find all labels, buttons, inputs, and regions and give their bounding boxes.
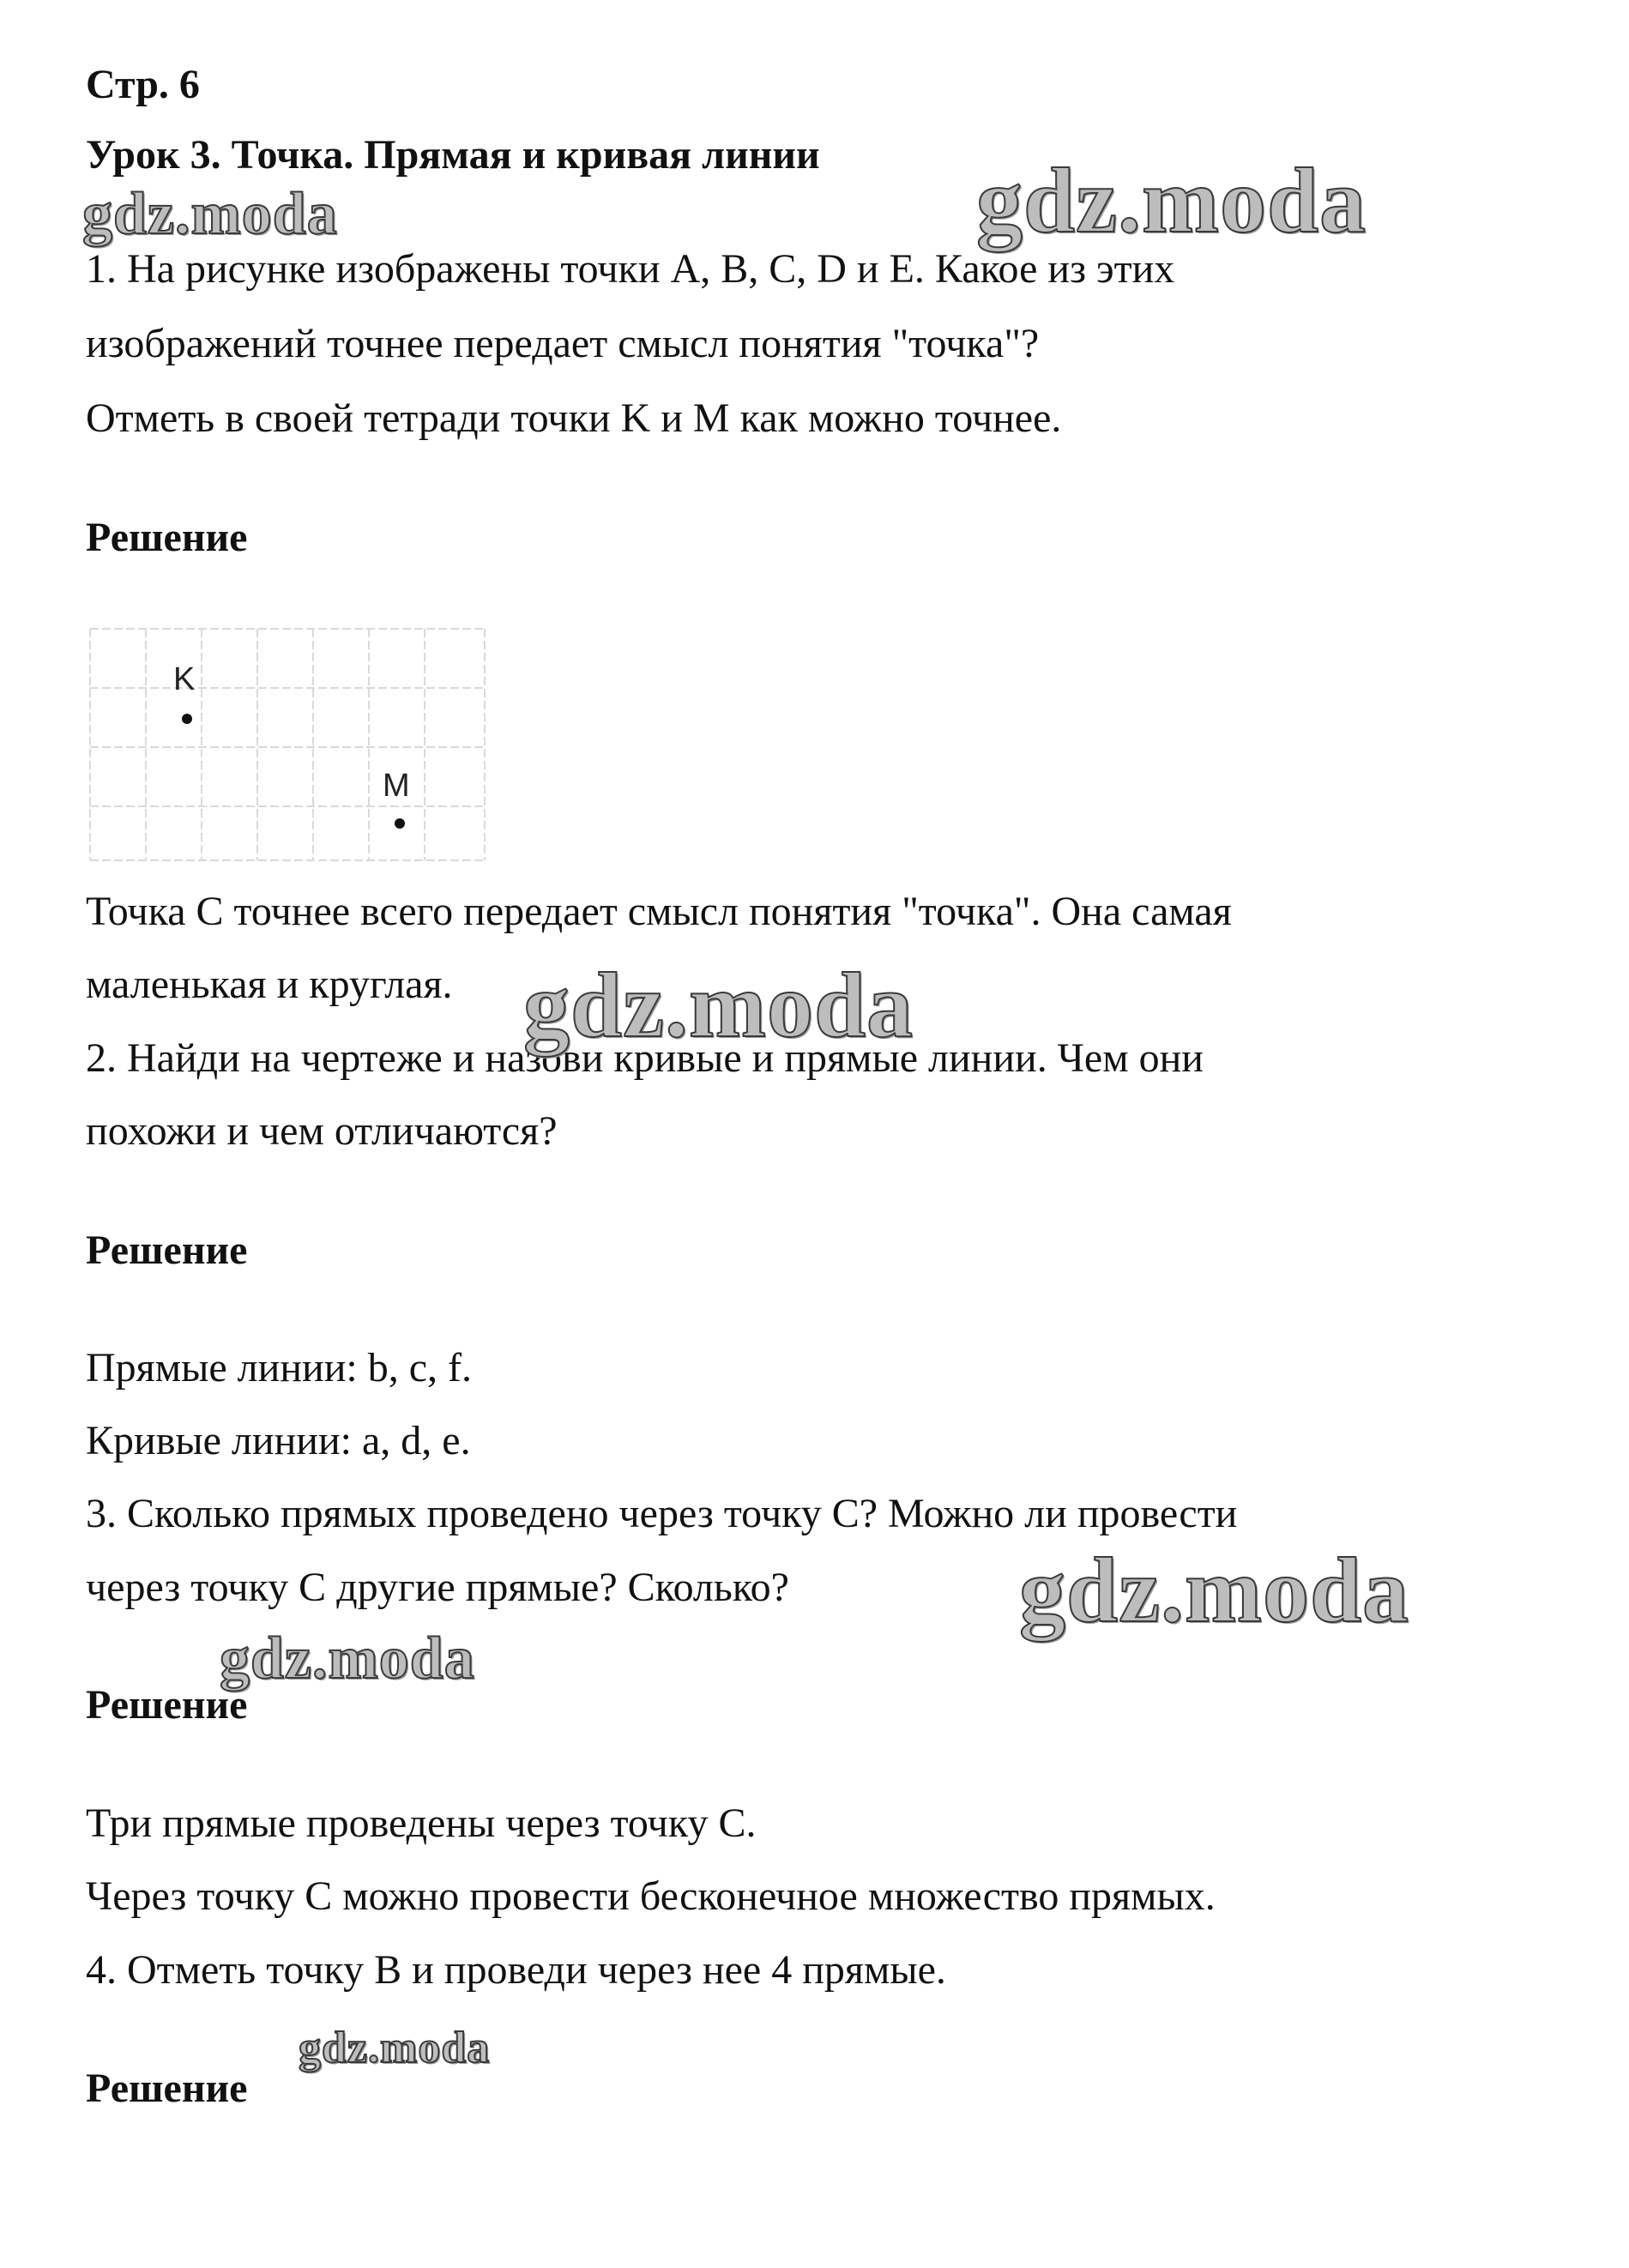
task2-line-1: 2. Найди на чертеже и назови кривые и прямые линии. Чем они: [86, 1035, 1204, 1081]
task1-line-2: изображений точнее передает смысл понятия "точка"?: [86, 321, 1040, 366]
task2-line-2: похожи и чем отличаются?: [86, 1108, 558, 1154]
task2-solution-heading: Решение: [86, 1227, 248, 1273]
task2-answer-line-2: Кривые линии: a, d, e.: [86, 1418, 471, 1463]
lesson-title: Урок 3. Точка. Прямая и кривая линии: [86, 132, 820, 178]
watermark-lower-left: gdz.moda: [220, 1626, 475, 1692]
watermark-top-left: gdz.moda: [82, 181, 338, 247]
watermark-top-right: gdz.moda: [976, 150, 1367, 252]
watermark-bottom: gdz.moda: [299, 2024, 491, 2072]
task2-answer-line-1: Прямые линии: b, c, f.: [86, 1345, 472, 1390]
task3-line-2: через точку C другие прямые? Сколько?: [86, 1565, 789, 1610]
task1-line-1: 1. На рисунке изображены точки A, B, C, D и E. Какое из этих: [86, 246, 1175, 292]
page-number: Стр. 6: [86, 62, 200, 107]
grid-lines: [90, 629, 485, 860]
point-m: [395, 818, 405, 829]
point-m-label: M: [383, 768, 410, 804]
point-k-label: K: [173, 661, 196, 697]
watermark-middle: gdz.moda: [523, 955, 914, 1057]
points-grid-figure: [86, 624, 489, 865]
task4-solution-heading: Решение: [86, 2066, 248, 2111]
watermark-right: gdz.moda: [1019, 1540, 1410, 1642]
task1-solution-heading: Решение: [86, 515, 248, 560]
task3-answer-line-1: Три прямые проведены через точку C.: [86, 1801, 757, 1846]
task1-answer-line-2: маленькая и круглая.: [86, 962, 453, 1007]
task1-answer-line-1: Точка C точнее всего передает смысл понятия "точка". Она самая: [86, 889, 1232, 934]
task4-line-1: 4. Отметь точку B и проведи через нее 4 прямые.: [86, 1947, 946, 1993]
point-k: [182, 714, 192, 724]
task3-line-1: 3. Сколько прямых проведено через точку C? Можно ли провести: [86, 1491, 1238, 1536]
task3-solution-heading: Решение: [86, 1682, 248, 1728]
task1-line-3: Отметь в своей тетради точки K и M как можно точнее.: [86, 395, 1062, 441]
grid-svg: [86, 624, 489, 865]
task3-answer-line-2: Через точку C можно провести бесконечное множество прямых.: [86, 1873, 1216, 1919]
